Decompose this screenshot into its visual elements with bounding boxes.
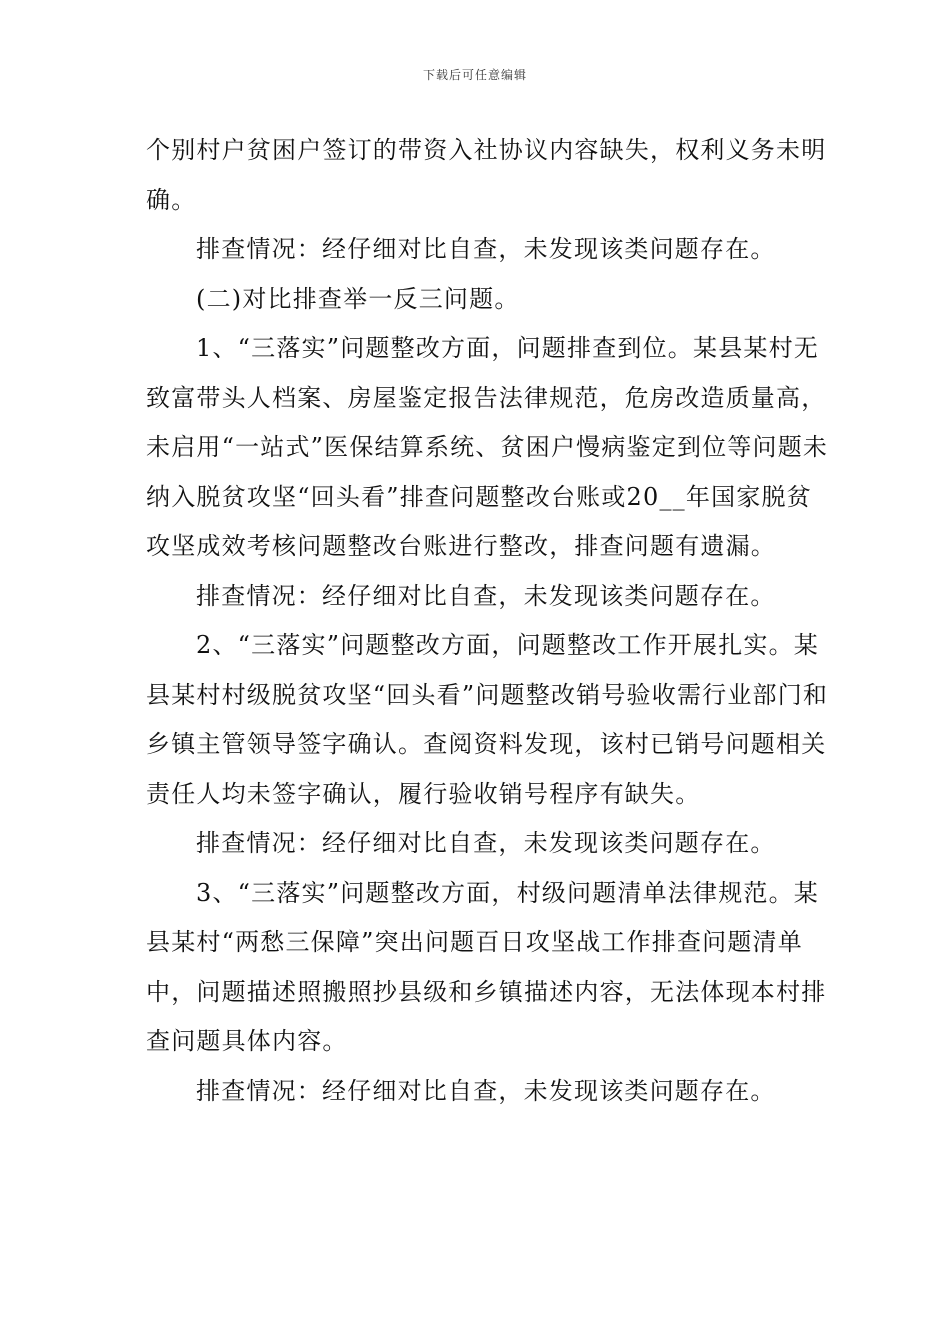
paragraph-4: 1、“三落实”问题整改方面，问题排查到位。某县某村无致富带头人档案、房屋鉴定报告法律规范，危房改造质量高，未启用“一站式”医保结算系统、贫困户慢病鉴定到位等问题未纳入脱贫攻坚“回头看”排查问题整改台账或20__年国家脱贫攻坚成效考核问题整改台账进行整改，排查问题有遗漏。: [146, 334, 829, 560]
page-header: 下载后可任意编辑: [422, 68, 527, 82]
paragraph-9: 排查情况：经仔细对比自查，未发现该类问题存在。: [196, 1076, 776, 1105]
paragraph-2: 排查情况：经仔细对比自查，未发现该类问题存在。: [196, 235, 776, 263]
document-body: [146, 126, 836, 1116]
paragraph-1: 个别村户贫困户签订的带资入社协议内容缺失，权利义务未明确。: [146, 136, 827, 214]
paragraph-5: 排查情况：经仔细对比自查，未发现该类问题存在。: [196, 581, 776, 610]
paragraph-7: 排查情况：经仔细对比自查，未发现该类问题存在。: [196, 829, 776, 857]
paragraph-3: (二)对比排查举一反三问题。: [196, 284, 520, 313]
paragraph-8: 3、“三落实”问题整改方面，村级问题清单法律规范。某县某村“两愁三保障”突出问题百日攻坚战工作排查问题清单中，问题描述照搬照抄县级和乡镇描述内容，无法体现本村排查问题具体内容。: [146, 878, 827, 1055]
paragraph-6: 2、“三落实”问题整改方面，问题整改工作开展扎实。某县某村村级脱贫攻坚“回头看”问题整改销号验收需行业部门和乡镇主管领导签字确认。查阅资料发现，该村已销号问题相关责任人均未签字确认，履行验收销号程序有缺失。: [146, 631, 829, 808]
